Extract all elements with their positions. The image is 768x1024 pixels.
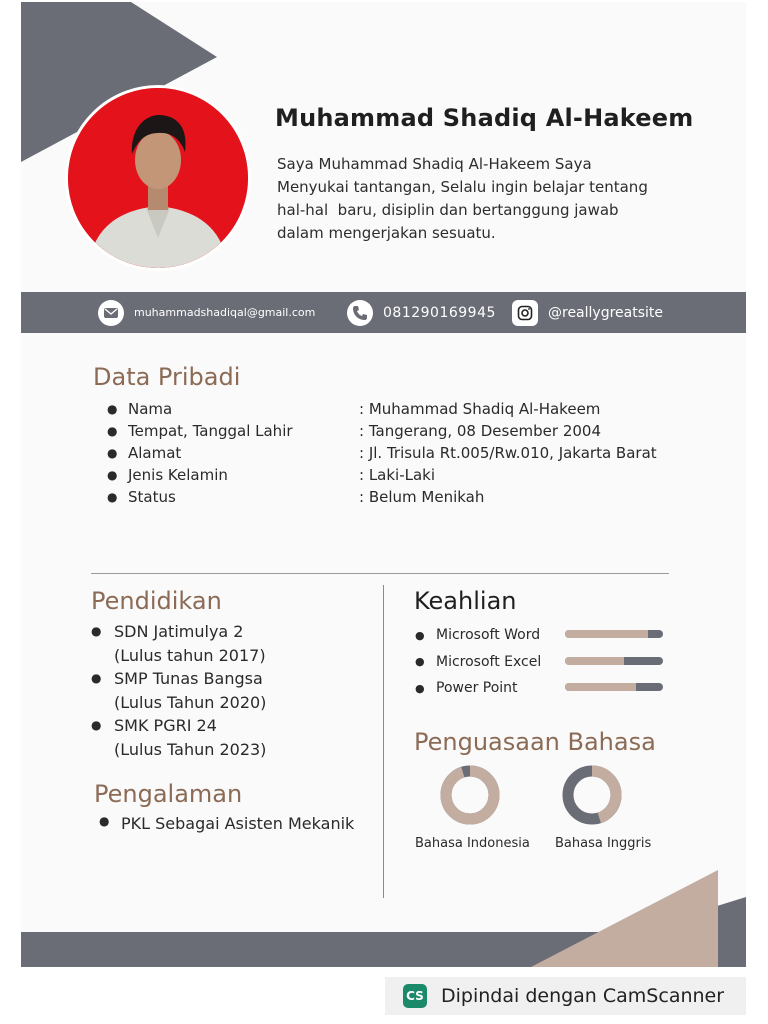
contact-phone[interactable] [347,292,496,333]
skill-bar [565,657,663,665]
camscanner-text: Dipindai dengan CamScanner [441,985,725,1007]
section-title-data-pribadi: Data Pribadi [93,363,241,391]
section-title-keahlian: Keahlian [414,587,517,615]
school-name: SDN Jatimulya 2 [114,622,244,641]
bullet-icon: ● [415,628,425,642]
school-name: SMK PGRI 24 [114,716,217,735]
section-title-pendidikan: Pendidikan [91,587,222,615]
bullet-icon: ● [107,490,118,504]
bullet-icon: ● [91,718,102,732]
language-label: Bahasa Inggris [555,836,652,851]
data-pribadi-label: Jenis Kelamin [128,466,228,484]
section-divider-horizontal [91,573,669,574]
bullet-icon: ● [107,402,118,416]
mail-icon [98,300,124,326]
bullet-icon: ● [99,814,110,828]
school-note: (Lulus Tahun 2023) [114,739,267,759]
language-donut-inggris [561,764,623,826]
list-item [91,714,266,761]
data-pribadi-row [107,464,667,486]
profile-name: Muhammad Shadiq Al-Hakeem [275,104,694,132]
bullet-icon: ● [107,446,118,460]
data-pribadi-row [107,442,667,464]
contact-email[interactable] [98,292,315,333]
data-pribadi-row [107,486,667,508]
skill-label: Microsoft Excel [436,653,542,670]
data-pribadi-label: Tempat, Tanggal Lahir [128,422,293,440]
data-pribadi-row [107,398,667,420]
cv-sheet [21,2,746,967]
language-label: Bahasa Indonesia [415,836,530,851]
data-pribadi-value: : Jl. Trisula Rt.005/Rw.010, Jakarta Barat [359,444,657,462]
pendidikan-list [91,620,266,761]
skill-bar [565,630,663,638]
skill-row [415,649,675,676]
skill-label: Power Point [436,680,518,697]
skill-bar-fill [565,683,636,691]
camscanner-watermark [385,977,746,1015]
profile-photo [65,85,251,271]
bullet-icon: ● [107,424,118,438]
data-pribadi-value: : Tangerang, 08 Desember 2004 [359,422,602,440]
school-name: SMP Tunas Bangsa [114,669,263,688]
skill-bar-fill [565,657,624,665]
skill-label: Microsoft Word [436,627,541,644]
data-pribadi-label: Nama [128,400,173,418]
skill-row [415,622,675,649]
school-note: (Lulus Tahun 2020) [114,692,267,712]
list-item [91,667,266,714]
bullet-icon: ● [107,468,118,482]
contact-email-text: muhammadshadiqal@gmail.com [134,306,316,319]
section-divider-vertical [383,585,384,898]
data-pribadi-label: Status [128,488,176,506]
contact-instagram-text: @reallygreatsite [548,304,664,321]
data-pribadi-list [107,398,667,508]
data-pribadi-value: : Laki-Laki [359,466,436,484]
language-donut-indonesia [439,764,501,826]
contact-phone-text: 081290169945 [383,304,496,321]
data-pribadi-value: : Muhammad Shadiq Al-Hakeem [359,400,601,418]
skill-row [415,675,675,702]
bullet-icon: ● [415,655,425,669]
camscanner-logo-icon: CS [403,984,427,1008]
list-item [91,620,266,667]
pengalaman-list [99,814,354,833]
instagram-icon [512,300,538,326]
data-pribadi-row [107,420,667,442]
section-title-pengalaman: Pengalaman [94,780,243,808]
school-note: (Lulus tahun 2017) [114,645,266,665]
data-pribadi-label: Alamat [128,444,182,462]
skill-bar [565,683,663,691]
skill-bar-fill [565,630,648,638]
keahlian-list [415,622,675,702]
bullet-icon: ● [91,624,102,638]
bullet-icon: ● [91,671,102,685]
data-pribadi-value: : Belum Menikah [359,488,485,506]
contact-instagram[interactable] [512,292,663,333]
language-donut-arc [446,771,494,819]
experience-item: PKL Sebagai Asisten Mekanik [121,814,355,833]
contact-bar [21,292,746,333]
footer-decor-triangles [21,862,746,967]
profile-summary: Saya Muhammad Shadiq Al-Hakeem Saya Menyukai tantangan, Selalu ingin belajar tentang hal-hal baru, disiplin dan bertanggung jawab dalam mengerjakan sesuatu. [277,155,648,242]
phone-icon [347,300,373,326]
bullet-icon: ● [415,681,425,695]
section-title-bahasa: Penguasaan Bahasa [414,728,656,756]
